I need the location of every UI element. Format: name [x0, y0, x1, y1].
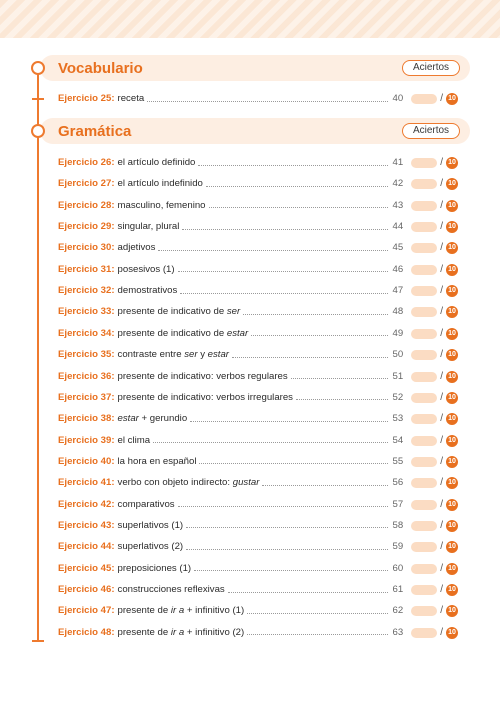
exercise-row[interactable]: [58, 626, 458, 640]
max-score-badge: 10: [446, 371, 458, 383]
score-field[interactable]: [411, 628, 437, 638]
exercise-row[interactable]: [58, 199, 458, 213]
exercise-title: posesivos (1): [117, 263, 175, 275]
exercise-title: superlativos (2): [117, 541, 184, 553]
max-score-badge: 10: [446, 541, 458, 553]
exercise-title: masculino, femenino: [117, 199, 206, 211]
score-separator: /: [440, 519, 443, 531]
exercise-title: el clima: [117, 434, 151, 446]
dotted-leader: [199, 463, 388, 464]
dotted-leader: [194, 570, 388, 571]
page-number: 57: [392, 498, 404, 510]
exercise-title: receta: [117, 93, 145, 104]
exercise-row[interactable]: [58, 241, 458, 255]
score-field[interactable]: [411, 542, 437, 552]
exercise-title: presente de indicativo de ser: [117, 306, 241, 318]
exercise-number: Ejercicio 40:: [58, 455, 115, 467]
page-number: 43: [392, 199, 404, 211]
exercise-row[interactable]: [58, 92, 458, 106]
exercise-title: presente de indicativo: verbos irregulares: [117, 391, 293, 403]
dotted-leader: [262, 485, 388, 486]
dotted-leader: [251, 335, 388, 336]
exercise-title: presente de indicativo de estar: [117, 327, 249, 339]
page-number: 56: [392, 477, 404, 489]
exercise-title: adjetivos: [117, 242, 156, 254]
max-score-badge: 10: [446, 93, 458, 105]
dotted-leader: [209, 207, 389, 208]
page-number: 44: [392, 221, 404, 233]
page-number: 59: [392, 541, 404, 553]
page-number: 50: [392, 349, 404, 361]
page-number: 55: [392, 455, 404, 467]
exercise-number: Ejercicio 32:: [58, 285, 115, 297]
dotted-leader: [247, 634, 388, 635]
exercise-number: Ejercicio 43:: [58, 519, 115, 531]
max-score-badge: 10: [446, 520, 458, 532]
dotted-leader: [147, 101, 388, 102]
exercise-number: Ejercicio 46:: [58, 584, 115, 595]
decorative-header-band: [0, 0, 500, 38]
exercise-row[interactable]: [58, 284, 458, 298]
exercise-title: preposiciones (1): [117, 562, 192, 574]
score-separator: /: [440, 242, 443, 254]
exercise-number: Ejercicio 36:: [58, 370, 115, 382]
exercise-title: presente de ir a + infinitivo (1): [117, 605, 245, 617]
max-score-badge: 10: [446, 627, 458, 639]
exercise-row[interactable]: [58, 562, 458, 576]
dotted-leader: [153, 442, 388, 443]
exercise-row[interactable]: [58, 476, 458, 490]
page-number: 41: [392, 157, 404, 168]
dotted-leader: [228, 592, 389, 593]
max-score-badge: 10: [446, 477, 458, 489]
exercise-title: verbo con objeto indirecto: gustar: [117, 477, 260, 489]
exercise-title: comparativos: [117, 498, 175, 510]
score-field[interactable]: [411, 478, 437, 488]
page-number: 42: [392, 178, 404, 190]
dotted-leader: [247, 613, 388, 614]
exercise-row[interactable]: [58, 305, 458, 319]
score-field[interactable]: [411, 393, 437, 403]
page-number: 61: [392, 584, 404, 595]
score-field[interactable]: [411, 179, 437, 189]
exercise-row[interactable]: [58, 540, 458, 554]
max-score-badge: 10: [446, 499, 458, 511]
exercise-number: Ejercicio 38:: [58, 413, 115, 425]
exercise-number: Ejercicio 44:: [58, 541, 115, 553]
page-number: 46: [392, 263, 404, 275]
exercise-number: Ejercicio 31:: [58, 263, 115, 275]
exercise-number: Ejercicio 27:: [58, 178, 115, 190]
max-score-badge: 10: [446, 328, 458, 340]
max-score-badge: 10: [446, 242, 458, 254]
section-marker-icon: [31, 61, 45, 75]
exercise-title: construcciones reflexivas: [117, 584, 225, 595]
exercise-row[interactable]: [58, 604, 458, 618]
page-number: 60: [392, 562, 404, 574]
score-separator: /: [440, 349, 443, 361]
score-field[interactable]: [411, 329, 437, 339]
max-score-badge: 10: [446, 285, 458, 297]
score-separator: /: [440, 391, 443, 403]
score-field[interactable]: [411, 158, 437, 168]
dotted-leader: [206, 186, 388, 187]
score-separator: /: [440, 434, 443, 446]
score-separator: /: [440, 498, 443, 510]
score-separator: /: [440, 413, 443, 425]
section-title: Vocabulario: [58, 60, 143, 77]
exercise-title: demostrativos: [117, 285, 178, 297]
exercise-row[interactable]: [58, 177, 458, 191]
score-field[interactable]: [411, 414, 437, 424]
page-number: 45: [392, 242, 404, 254]
score-field[interactable]: [411, 521, 437, 531]
exercise-title: superlativos (1): [117, 519, 184, 531]
exercise-number: Ejercicio 28:: [58, 199, 115, 211]
exercise-row[interactable]: [58, 220, 458, 234]
dotted-leader: [186, 527, 388, 528]
exercise-title: presente de indicativo: verbos regulares: [117, 370, 288, 382]
exercise-row[interactable]: [58, 391, 458, 405]
score-field[interactable]: [411, 585, 437, 595]
score-separator: /: [440, 178, 443, 190]
score-separator: /: [440, 327, 443, 339]
section-title: Gramática: [58, 123, 132, 140]
score-field[interactable]: [411, 350, 437, 360]
exercise-number: Ejercicio 48:: [58, 626, 115, 638]
dotted-leader: [190, 421, 388, 422]
score-separator: /: [440, 263, 443, 275]
exercise-number: Ejercicio 29:: [58, 221, 115, 233]
page-number: 49: [392, 327, 404, 339]
max-score-badge: 10: [446, 221, 458, 233]
exercise-number: Ejercicio 25:: [58, 93, 115, 104]
exercise-title: estar + gerundio: [117, 413, 188, 425]
max-score-badge: 10: [446, 584, 458, 596]
max-score-badge: 10: [446, 264, 458, 276]
exercise-title: el artículo definido: [117, 157, 196, 168]
score-separator: /: [440, 605, 443, 617]
max-score-badge: 10: [446, 392, 458, 404]
exercise-title: el artículo indefinido: [117, 178, 203, 190]
page-number: 63: [392, 626, 404, 638]
max-score-badge: 10: [446, 413, 458, 425]
exercise-row[interactable]: [58, 348, 458, 362]
exercise-number: Ejercicio 45:: [58, 562, 115, 574]
score-field[interactable]: [411, 243, 437, 253]
page-number: 53: [392, 413, 404, 425]
max-score-badge: 10: [446, 306, 458, 318]
exercise-number: Ejercicio 34:: [58, 327, 115, 339]
max-score-badge: 10: [446, 178, 458, 190]
aciertos-badge: Aciertos: [402, 123, 460, 139]
score-separator: /: [440, 562, 443, 574]
score-separator: /: [440, 541, 443, 553]
max-score-badge: 10: [446, 200, 458, 212]
score-separator: /: [440, 221, 443, 233]
exercise-row[interactable]: [58, 498, 458, 512]
exercise-row[interactable]: [58, 327, 458, 341]
score-separator: /: [440, 199, 443, 211]
exercise-row[interactable]: [58, 434, 458, 448]
exercise-number: Ejercicio 26:: [58, 157, 115, 168]
exercise-title: la hora en español: [117, 455, 197, 467]
page-number: 48: [392, 306, 404, 318]
max-score-badge: 10: [446, 456, 458, 468]
exercise-number: Ejercicio 41:: [58, 477, 115, 489]
exercise-row[interactable]: [58, 156, 458, 170]
exercise-title: presente de ir a + infinitivo (2): [117, 626, 245, 638]
dotted-leader: [291, 378, 389, 379]
dotted-leader: [158, 250, 388, 251]
dotted-leader: [243, 314, 388, 315]
timeline-line: [37, 68, 39, 640]
exercise-number: Ejercicio 30:: [58, 242, 115, 254]
page-number: 51: [392, 370, 404, 382]
max-score-badge: 10: [446, 605, 458, 617]
score-separator: /: [440, 477, 443, 489]
score-field[interactable]: [411, 265, 437, 275]
page-number: 62: [392, 605, 404, 617]
dotted-leader: [182, 229, 388, 230]
max-score-badge: 10: [446, 435, 458, 447]
exercise-row[interactable]: [58, 263, 458, 277]
exercise-row[interactable]: [58, 455, 458, 469]
max-score-badge: 10: [446, 157, 458, 169]
exercise-number: Ejercicio 35:: [58, 349, 115, 361]
score-separator: /: [440, 626, 443, 638]
score-separator: /: [440, 306, 443, 318]
score-separator: /: [440, 455, 443, 467]
score-field[interactable]: [411, 436, 437, 446]
page-number: 40: [392, 93, 404, 104]
dotted-leader: [296, 399, 388, 400]
aciertos-badge: Aciertos: [402, 60, 460, 76]
dotted-leader: [232, 357, 388, 358]
page-number: 47: [392, 285, 404, 297]
dotted-leader: [178, 271, 389, 272]
page-number: 52: [392, 391, 404, 403]
dotted-leader: [178, 506, 389, 507]
section-marker-icon: [31, 124, 45, 138]
score-field[interactable]: [411, 606, 437, 616]
exercise-row[interactable]: [58, 412, 458, 426]
exercise-number: Ejercicio 39:: [58, 434, 115, 446]
score-field[interactable]: [411, 307, 437, 317]
page-number: 54: [392, 434, 404, 446]
timeline-tick: [32, 98, 44, 100]
exercise-number: Ejercicio 42:: [58, 498, 115, 510]
score-separator: /: [440, 370, 443, 382]
exercise-row[interactable]: [58, 583, 458, 597]
timeline-end-cap: [32, 640, 44, 642]
exercise-number: Ejercicio 33:: [58, 306, 115, 318]
exercise-title: singular, plural: [117, 221, 180, 233]
score-field[interactable]: [411, 286, 437, 296]
exercise-row[interactable]: [58, 370, 458, 384]
max-score-badge: 10: [446, 349, 458, 361]
page-number: 58: [392, 519, 404, 531]
exercise-number: Ejercicio 47:: [58, 605, 115, 617]
score-field[interactable]: [411, 372, 437, 382]
exercise-number: Ejercicio 37:: [58, 391, 115, 403]
dotted-leader: [180, 293, 388, 294]
score-field[interactable]: [411, 500, 437, 510]
exercise-title: contraste entre ser y estar: [117, 349, 230, 361]
score-field[interactable]: [411, 222, 437, 232]
max-score-badge: 10: [446, 563, 458, 575]
score-field[interactable]: [411, 564, 437, 574]
score-separator: /: [440, 93, 443, 104]
score-field[interactable]: [411, 457, 437, 467]
score-separator: /: [440, 584, 443, 595]
exercise-row[interactable]: [58, 519, 458, 533]
dotted-leader: [186, 549, 388, 550]
dotted-leader: [198, 165, 388, 166]
score-field[interactable]: [411, 94, 437, 104]
score-separator: /: [440, 285, 443, 297]
score-field[interactable]: [411, 201, 437, 211]
score-separator: /: [440, 157, 443, 168]
